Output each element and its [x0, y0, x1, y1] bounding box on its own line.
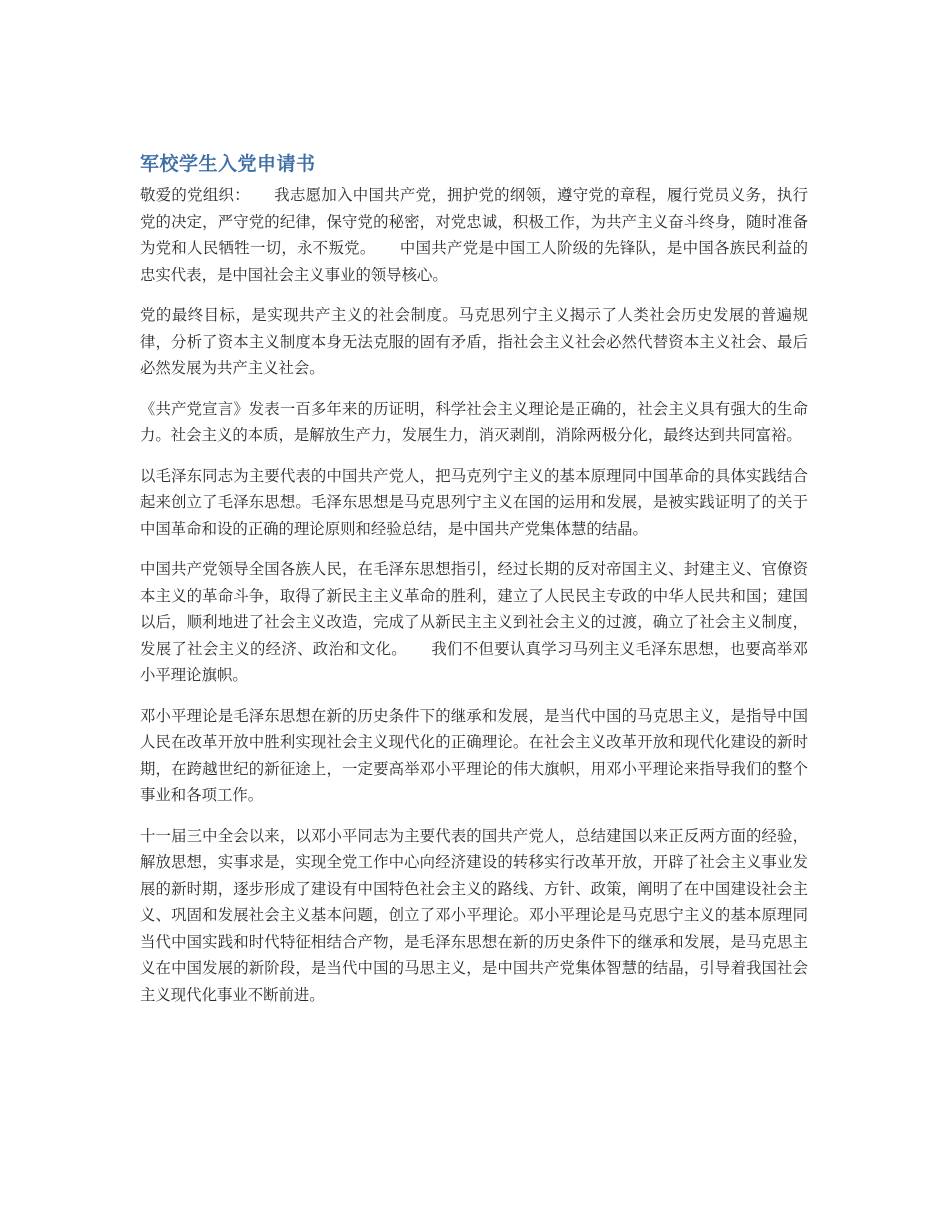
paragraph-4-text: 以毛泽东同志为主要代表的中国共产党人，把马克列宁主义的基本原理同中国革命的具体实践结合起来创立了毛泽东思想。毛泽东思想是马克思列宁主义在国的运用和发展，是被实践证明了的关于中国革命和设的正确的理论原则和经验总结，是中国共产党集体慧的结晶。: [140, 466, 808, 538]
paragraph-4: [140, 463, 808, 543]
salutation: 敬爱的党组织：: [140, 186, 250, 204]
paragraph-2: [140, 302, 808, 382]
paragraph-1-text-a: 我志愿加入中国共产党，拥护党的纲领，遵守党的章程，履行党员义务，执行党的决定，严守党的纪律，保守党的秘密，对党忠诚，积极工作，为共产主义奋斗终身，随时准备为党和人民牺牲一切，永不叛党。: [140, 186, 808, 257]
paragraph-3: [140, 396, 808, 449]
paragraph-5-text-b: 我们不但要认真学习马列主义毛泽东思想，也要高举邓小平理论旗帜。: [140, 639, 808, 684]
paragraph-1: [140, 182, 808, 288]
paragraph-3-text: 《共产党宣言》发表一百多年来的历证明，科学社会主义理论是正确的，社会主义具有强大的生命力。社会主义的本质，是解放生产力，发展生力，消灭剥削，消除两极分化，最终达到共同富裕。: [140, 399, 808, 444]
paragraph-2-text: 党的最终目标，是实现共产主义的社会制度。马克思列宁主义揭示了人类社会历史发展的普遍规律，分析了资本主义制度本身无法克服的固有矛盾，指社会主义社会必然代替资本主义社会、最后必然发展为共产主义社会。: [140, 306, 808, 377]
document-title: 军校学生入党申请书: [140, 153, 316, 175]
document-page: [140, 150, 808, 1022]
paragraph-6-text: 邓小平理论是毛泽东思想在新的历史条件下的继承和发展，是当代中国的马克思主义，是指导中国人民在改革开放中胜利实现社会主义现代化的正确理论。在社会主义改革开放和现代化建设的新时期，在跨越世纪的新征途上，一定要高举邓小平理论的伟大旗帜，用邓小平理论来指导我们的整个事业和各项工作。: [140, 706, 808, 804]
paragraph-7: [140, 823, 808, 1009]
paragraph-7-text: 十一届三中全会以来，以邓小平同志为主要代表的国共产党人，总结建国以来正反两方面的经验，解放思想，实事求是，实现全党工作中心向经济建设的转移实行改革开放，开辟了社会主义事业发展的新时期，逐步形成了建设有中国特色社会主义的路线、方针、政策，阐明了在中国建设社会主义、巩固和发展社会主义基本问题，创立了邓小平理论。邓小平理论是马克思宁主义的基本原理同当代中国实践和时代特征相结合产物，是毛泽东思想在新的历史条件下的继承和发展，是马克思主义在中国发展的新阶段，是当代中国的马思主义，是中国共产党集体智慧的结晶，引导着我国社会主义现代化事业不断前进。: [140, 826, 808, 1004]
paragraph-6: [140, 703, 808, 809]
paragraph-5: [140, 556, 808, 689]
paragraph-5-text-a: 中国共产党领导全国各族人民，在毛泽东思想指引，经过长期的反对帝国主义、封建主义、官僚资本主义的革命斗争，取得了新民主主义革命的胜利，建立了人民民主专政的中华人民共和国；建国以后，顺利地进了社会主义改造，完成了从新民主主义到社会主义的过渡，确立了社会主义制度，发展了社会主义的经济、政治和文化。: [140, 560, 808, 658]
paragraph-1-text-b: 中国共产党是中国工人阶级的先锋队，是中国各族民利益的忠实代表，是中国社会主义事业的领导核心。: [140, 239, 808, 284]
